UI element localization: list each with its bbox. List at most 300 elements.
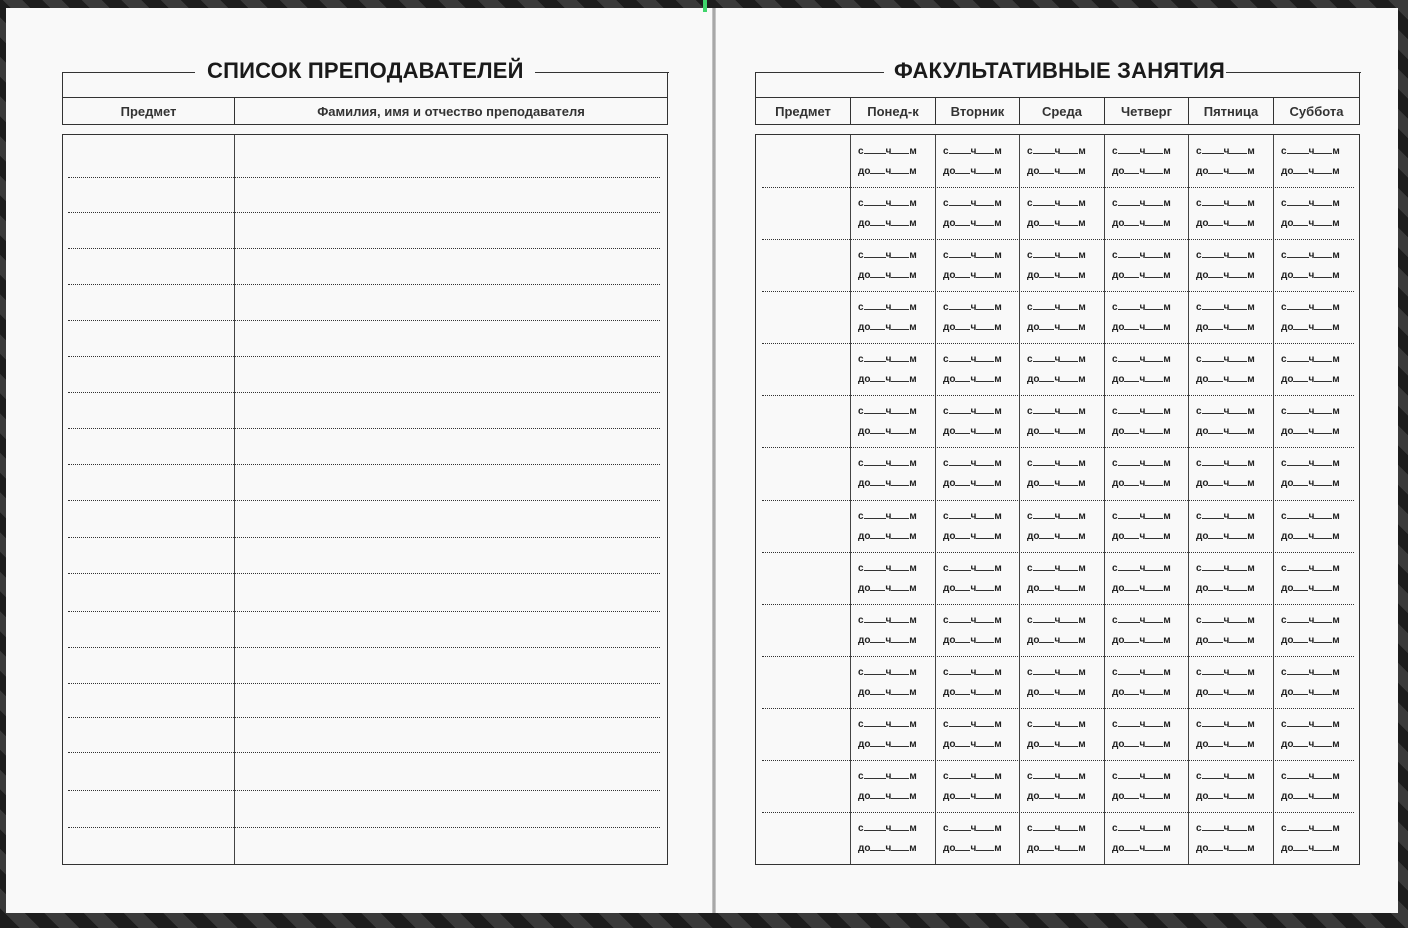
time-slot[interactable]: [1112, 562, 1184, 596]
start-time-line: [1281, 822, 1340, 835]
time-label: м: [1332, 426, 1340, 437]
blank-field: [1314, 686, 1332, 695]
column-friday: Пятница: [1189, 98, 1274, 124]
time-slot[interactable]: [858, 405, 930, 439]
time-label: до: [1112, 687, 1125, 698]
time-slot[interactable]: [1196, 301, 1268, 335]
blank-field: [1229, 321, 1247, 330]
time-slot[interactable]: [943, 822, 1015, 856]
blank-field: [891, 822, 909, 831]
time-slot[interactable]: [1112, 249, 1184, 283]
time-slot[interactable]: [1112, 718, 1184, 752]
time-slot[interactable]: [1196, 249, 1268, 283]
time-label: м: [1078, 146, 1086, 157]
time-slot[interactable]: [1112, 197, 1184, 231]
blank-field: [1229, 145, 1247, 154]
blank-field: [1208, 425, 1223, 434]
blank-field: [949, 197, 971, 206]
time-label: м: [994, 354, 1002, 365]
time-slot[interactable]: [1281, 353, 1353, 387]
blank-field: [1145, 269, 1163, 278]
time-slot[interactable]: [1196, 770, 1268, 804]
blank-field: [1060, 457, 1078, 466]
time-label: м: [1163, 426, 1171, 437]
blank-field: [870, 842, 885, 851]
time-slot[interactable]: [1196, 197, 1268, 231]
time-slot[interactable]: [858, 510, 930, 544]
blank-field: [949, 718, 971, 727]
start-time-line: [1112, 666, 1171, 679]
time-label: ч: [1054, 531, 1061, 542]
time-label: ч: [1054, 563, 1061, 574]
time-slot[interactable]: [1027, 510, 1099, 544]
time-label: ч: [885, 198, 892, 209]
start-time-line: [943, 197, 1002, 210]
time-label: ч: [885, 406, 892, 417]
time-label: до: [1027, 166, 1040, 177]
time-slot[interactable]: [1112, 405, 1184, 439]
time-label: с: [1281, 146, 1287, 157]
time-label: с: [858, 667, 864, 678]
time-label: до: [1281, 583, 1294, 594]
blank-field: [1060, 770, 1078, 779]
time-slot[interactable]: [858, 353, 930, 387]
blank-field: [1033, 666, 1055, 675]
time-slot[interactable]: [1281, 666, 1353, 700]
start-time-line: [1027, 405, 1086, 418]
end-time-line: [1027, 217, 1086, 230]
time-label: до: [1196, 322, 1209, 333]
blank-field: [955, 686, 970, 695]
blank-field: [1145, 217, 1163, 226]
time-label: м: [1247, 719, 1255, 730]
column-wednesday: Среда: [1020, 98, 1105, 124]
time-slot[interactable]: [1027, 301, 1099, 335]
blank-field: [955, 790, 970, 799]
spine: [712, 8, 716, 913]
blank-field: [1118, 666, 1140, 675]
time-slot[interactable]: [1027, 197, 1099, 231]
time-label: м: [909, 250, 917, 261]
time-slot[interactable]: [1196, 562, 1268, 596]
time-label: с: [858, 406, 864, 417]
time-label: с: [1281, 667, 1287, 678]
time-label: ч: [970, 635, 977, 646]
time-label: м: [994, 791, 1002, 802]
time-slot[interactable]: [1027, 145, 1099, 179]
blank-field: [1124, 425, 1139, 434]
blank-field: [864, 718, 886, 727]
blank-field: [955, 738, 970, 747]
time-label: м: [1163, 458, 1171, 469]
time-label: ч: [1308, 218, 1315, 229]
time-label: ч: [1223, 458, 1230, 469]
time-label: ч: [1308, 426, 1315, 437]
time-slot[interactable]: [943, 405, 1015, 439]
time-label: ч: [1139, 426, 1146, 437]
time-slot[interactable]: [1196, 822, 1268, 856]
writing-line: [68, 464, 660, 465]
time-slot[interactable]: [858, 562, 930, 596]
time-label: ч: [1054, 635, 1061, 646]
time-label: с: [1196, 563, 1202, 574]
time-slot[interactable]: [1281, 718, 1353, 752]
time-label: м: [909, 426, 917, 437]
blank-field: [1039, 425, 1054, 434]
end-time-line: [1196, 217, 1255, 230]
blank-field: [1060, 405, 1078, 414]
time-slot[interactable]: [858, 770, 930, 804]
time-slot[interactable]: [943, 510, 1015, 544]
blank-field: [1145, 405, 1163, 414]
blank-field: [864, 353, 886, 362]
time-label: м: [1247, 458, 1255, 469]
time-slot[interactable]: [858, 666, 930, 700]
time-slot[interactable]: [943, 770, 1015, 804]
blank-field: [1314, 582, 1332, 591]
end-time-line: [1112, 842, 1171, 855]
time-slot[interactable]: [858, 614, 930, 648]
time-label: ч: [970, 583, 977, 594]
time-slot[interactable]: [1281, 457, 1353, 491]
time-slot[interactable]: [1027, 353, 1099, 387]
blank-field: [870, 269, 885, 278]
time-label: ч: [1139, 687, 1146, 698]
time-slot[interactable]: [1281, 249, 1353, 283]
start-time-line: [1112, 510, 1171, 523]
blank-field: [1039, 269, 1054, 278]
blank-field: [1039, 165, 1054, 174]
blank-field: [1314, 842, 1332, 851]
time-slot[interactable]: [1112, 353, 1184, 387]
blank-field: [976, 197, 994, 206]
blank-field: [1208, 842, 1223, 851]
time-label: с: [943, 354, 949, 365]
time-slot[interactable]: [1281, 301, 1353, 335]
time-label: ч: [1308, 302, 1315, 313]
time-slot[interactable]: [1112, 457, 1184, 491]
time-slot[interactable]: [943, 457, 1015, 491]
time-label: до: [1281, 687, 1294, 698]
time-slot[interactable]: [1196, 405, 1268, 439]
blank-field: [1033, 562, 1055, 571]
blank-field: [976, 510, 994, 519]
time-label: ч: [1308, 791, 1315, 802]
time-label: ч: [1223, 406, 1230, 417]
time-label: м: [1163, 406, 1171, 417]
blank-field: [1145, 562, 1163, 571]
time-label: м: [909, 823, 917, 834]
time-label: до: [943, 583, 956, 594]
time-label: с: [943, 563, 949, 574]
time-slot[interactable]: [1027, 614, 1099, 648]
time-slot[interactable]: [1281, 405, 1353, 439]
blank-field: [955, 165, 970, 174]
blank-field: [891, 353, 909, 362]
time-label: ч: [1139, 823, 1146, 834]
time-slot[interactable]: [1196, 145, 1268, 179]
time-label: м: [909, 791, 917, 802]
blank-field: [1202, 197, 1224, 206]
start-time-line: [1196, 197, 1255, 210]
time-label: до: [1281, 843, 1294, 854]
time-slot[interactable]: [1027, 770, 1099, 804]
start-time-line: [1196, 405, 1255, 418]
time-slot[interactable]: [1281, 510, 1353, 544]
start-time-line: [1027, 249, 1086, 262]
blank-field: [1287, 770, 1309, 779]
time-label: ч: [1223, 531, 1230, 542]
blank-field: [891, 510, 909, 519]
time-label: м: [1332, 791, 1340, 802]
time-slot[interactable]: [943, 666, 1015, 700]
time-slot[interactable]: [1027, 718, 1099, 752]
blank-field: [1208, 321, 1223, 330]
time-label: м: [1163, 791, 1171, 802]
time-label: ч: [1139, 270, 1146, 281]
time-label: ч: [1054, 843, 1061, 854]
time-label: ч: [885, 719, 892, 730]
time-label: до: [858, 635, 871, 646]
start-time-line: [858, 614, 917, 627]
blank-field: [1287, 666, 1309, 675]
time-label: м: [909, 563, 917, 574]
blank-field: [976, 477, 994, 486]
time-slot[interactable]: [1196, 457, 1268, 491]
time-label: с: [1281, 302, 1287, 313]
time-slot[interactable]: [1027, 666, 1099, 700]
time-slot[interactable]: [943, 353, 1015, 387]
time-label: с: [1196, 198, 1202, 209]
time-label: м: [909, 270, 917, 281]
time-label: с: [1281, 250, 1287, 261]
time-label: с: [943, 406, 949, 417]
time-label: до: [1112, 843, 1125, 854]
time-label: м: [909, 406, 917, 417]
time-label: с: [1112, 615, 1118, 626]
blank-field: [1060, 666, 1078, 675]
start-time-line: [1027, 770, 1086, 783]
end-time-line: [1027, 321, 1086, 334]
blank-field: [1060, 321, 1078, 330]
time-label: до: [1281, 635, 1294, 646]
end-time-line: [1196, 269, 1255, 282]
time-slot[interactable]: [858, 249, 930, 283]
time-slot[interactable]: [943, 562, 1015, 596]
time-label: м: [1247, 615, 1255, 626]
time-label: до: [1281, 166, 1294, 177]
time-slot[interactable]: [1112, 822, 1184, 856]
time-label: м: [909, 583, 917, 594]
time-label: ч: [970, 250, 977, 261]
end-time-line: [1027, 738, 1086, 751]
start-time-line: [1112, 718, 1171, 731]
time-label: ч: [885, 374, 892, 385]
blank-field: [1287, 301, 1309, 310]
time-label: до: [1196, 687, 1209, 698]
time-slot[interactable]: [1196, 718, 1268, 752]
time-slot[interactable]: [1196, 614, 1268, 648]
time-slot[interactable]: [858, 822, 930, 856]
time-label: м: [1163, 719, 1171, 730]
blank-field: [1118, 457, 1140, 466]
blank-field: [1202, 666, 1224, 675]
time-slot[interactable]: [1027, 457, 1099, 491]
time-label: до: [1112, 374, 1125, 385]
time-label: м: [1078, 843, 1086, 854]
blank-field: [1145, 477, 1163, 486]
time-slot[interactable]: [943, 614, 1015, 648]
time-slot[interactable]: [943, 301, 1015, 335]
start-time-line: [1027, 301, 1086, 314]
time-slot[interactable]: [1281, 145, 1353, 179]
time-label: ч: [970, 198, 977, 209]
blank-field: [891, 477, 909, 486]
time-label: ч: [1054, 250, 1061, 261]
blank-field: [1060, 842, 1078, 851]
time-label: м: [1078, 791, 1086, 802]
start-time-line: [858, 562, 917, 575]
time-label: м: [1332, 250, 1340, 261]
blank-field: [1314, 614, 1332, 623]
blank-field: [1202, 457, 1224, 466]
blank-field: [1229, 217, 1247, 226]
time-slot[interactable]: [1112, 510, 1184, 544]
start-time-line: [1281, 614, 1340, 627]
blank-field: [1314, 165, 1332, 174]
blank-field: [1208, 686, 1223, 695]
blank-field: [1060, 301, 1078, 310]
time-slot[interactable]: [1112, 614, 1184, 648]
start-time-line: [943, 301, 1002, 314]
row-separator: [762, 447, 1354, 448]
blank-field: [1229, 634, 1247, 643]
time-slot[interactable]: [1112, 145, 1184, 179]
time-slot[interactable]: [943, 718, 1015, 752]
time-label: ч: [970, 146, 977, 157]
blank-field: [1145, 145, 1163, 154]
time-label: до: [943, 270, 956, 281]
time-label: м: [909, 843, 917, 854]
end-time-line: [943, 790, 1002, 803]
blank-field: [1314, 145, 1332, 154]
blank-field: [976, 790, 994, 799]
time-label: м: [1247, 302, 1255, 313]
blank-field: [1033, 510, 1055, 519]
blank-field: [1145, 582, 1163, 591]
blank-field: [864, 510, 886, 519]
time-slot[interactable]: [1027, 405, 1099, 439]
time-label: до: [858, 218, 871, 229]
time-label: м: [1163, 302, 1171, 313]
time-slot[interactable]: [858, 197, 930, 231]
end-time-line: [943, 477, 1002, 490]
time-slot[interactable]: [1112, 770, 1184, 804]
start-time-line: [858, 405, 917, 418]
end-time-line: [1281, 686, 1340, 699]
time-label: ч: [1139, 667, 1146, 678]
time-slot[interactable]: [1027, 562, 1099, 596]
time-slot[interactable]: [1281, 614, 1353, 648]
time-slot[interactable]: [858, 145, 930, 179]
blank-field: [1145, 425, 1163, 434]
time-slot[interactable]: [943, 145, 1015, 179]
end-time-line: [943, 217, 1002, 230]
teachers-title: СПИСОК ПРЕПОДАВАТЕЛЕЙ: [207, 58, 524, 83]
time-label: м: [1332, 302, 1340, 313]
writing-line: [68, 827, 660, 828]
time-label: до: [1281, 478, 1294, 489]
time-label: ч: [885, 635, 892, 646]
time-label: м: [909, 302, 917, 313]
time-label: с: [858, 302, 864, 313]
time-slot[interactable]: [1281, 562, 1353, 596]
time-label: до: [1196, 583, 1209, 594]
end-time-line: [943, 373, 1002, 386]
time-label: с: [1027, 302, 1033, 313]
blank-field: [1145, 457, 1163, 466]
time-label: м: [909, 218, 917, 229]
time-label: с: [1196, 302, 1202, 313]
blank-field: [1293, 634, 1308, 643]
time-slot[interactable]: [1112, 301, 1184, 335]
time-label: ч: [1223, 511, 1230, 522]
time-slot[interactable]: [1196, 666, 1268, 700]
time-label: м: [994, 635, 1002, 646]
time-label: ч: [1223, 218, 1230, 229]
start-time-line: [1281, 562, 1340, 575]
time-label: до: [858, 531, 871, 542]
start-time-line: [1281, 145, 1340, 158]
time-slot[interactable]: [1027, 822, 1099, 856]
time-label: до: [1027, 791, 1040, 802]
blank-field: [864, 822, 886, 831]
time-label: с: [1281, 563, 1287, 574]
time-label: ч: [1139, 563, 1146, 574]
end-time-line: [943, 842, 1002, 855]
time-slot[interactable]: [1027, 249, 1099, 283]
time-slot[interactable]: [1281, 822, 1353, 856]
blank-field: [976, 562, 994, 571]
time-slot[interactable]: [1281, 770, 1353, 804]
time-label: с: [943, 771, 949, 782]
blank-field: [1314, 530, 1332, 539]
time-slot[interactable]: [1196, 353, 1268, 387]
time-slot[interactable]: [858, 301, 930, 335]
time-slot[interactable]: [1196, 510, 1268, 544]
time-slot[interactable]: [858, 457, 930, 491]
time-label: с: [1112, 667, 1118, 678]
time-label: до: [1196, 739, 1209, 750]
time-label: с: [1027, 354, 1033, 365]
end-time-line: [1027, 425, 1086, 438]
time-label: с: [1196, 406, 1202, 417]
time-label: с: [1281, 771, 1287, 782]
time-slot[interactable]: [1281, 197, 1353, 231]
time-label: м: [994, 511, 1002, 522]
time-label: до: [1196, 635, 1209, 646]
time-label: с: [1196, 458, 1202, 469]
time-slot[interactable]: [943, 249, 1015, 283]
time-slot[interactable]: [1112, 666, 1184, 700]
time-slot[interactable]: [858, 718, 930, 752]
time-label: ч: [1139, 458, 1146, 469]
time-label: м: [1163, 771, 1171, 782]
column-tuesday: Вторник: [936, 98, 1020, 124]
blank-field: [1229, 301, 1247, 310]
time-slot[interactable]: [943, 197, 1015, 231]
time-label: ч: [970, 719, 977, 730]
